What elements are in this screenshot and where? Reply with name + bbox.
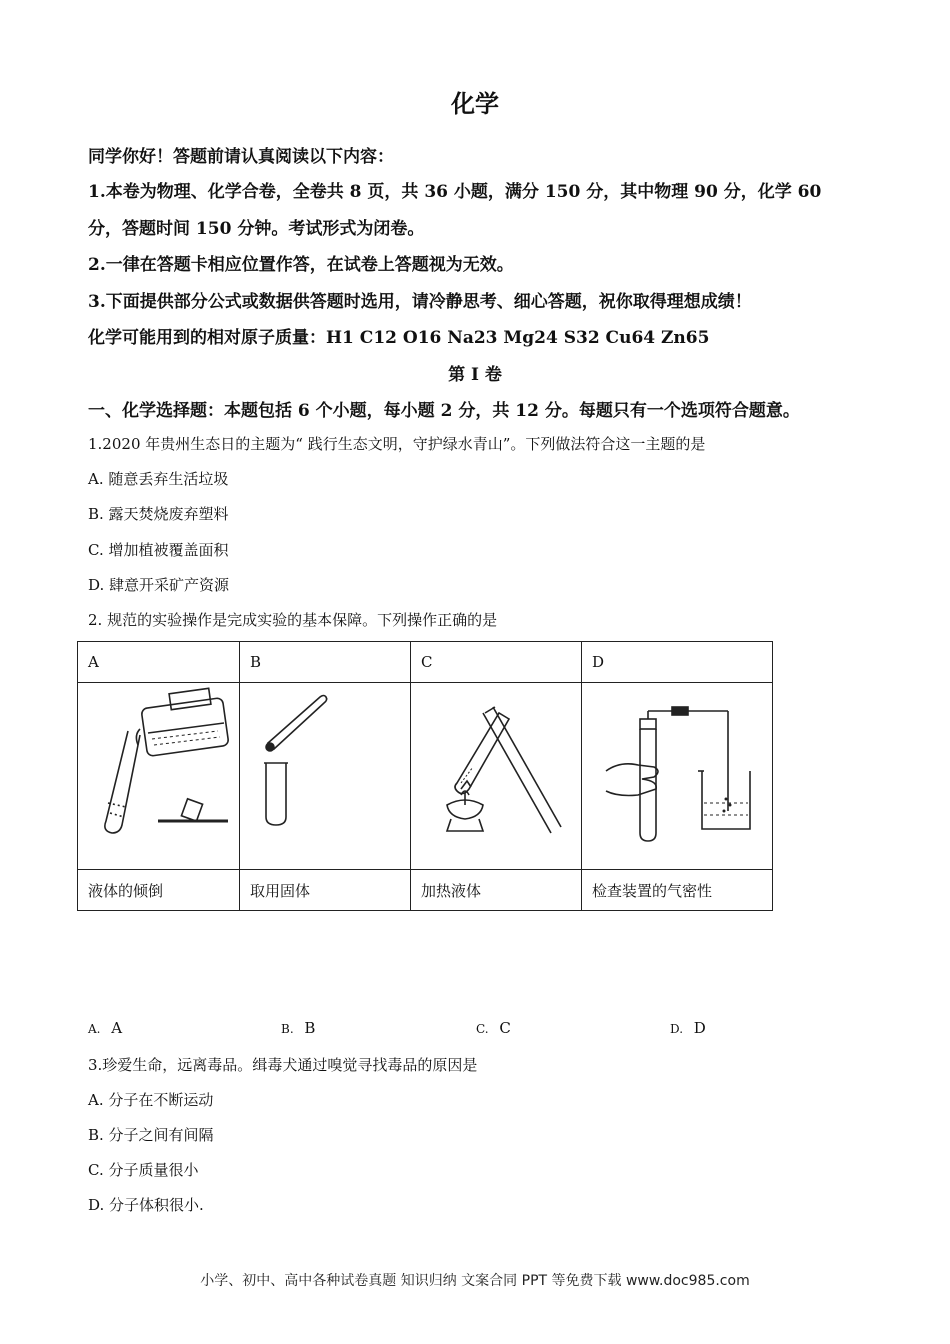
instructions-greeting: 同学你好！答题前请认真阅读以下内容：	[88, 147, 394, 167]
q2-caption-a: 液体的倾倒	[78, 870, 240, 911]
q1-stem: 1.2020 年贵州生态日的主题为“ 践行生态文明，守护绿水青山”。下列做法符合这一主题的是	[88, 435, 706, 453]
q2-answer-a-label: A.	[88, 1022, 101, 1036]
q2-caption-d: 检查装置的气密性	[582, 870, 773, 911]
pouring-liquid-figure	[88, 683, 239, 869]
q2-answer-d-label: D.	[670, 1022, 684, 1036]
q3-stem: 3.珍爱生命，远离毒品。缉毒犬通过嗅觉寻找毒品的原因是	[88, 1056, 478, 1074]
page-title: 化学	[451, 89, 499, 118]
q2-answer-a-value: A	[111, 1019, 123, 1037]
q2-header-c: C	[411, 642, 582, 683]
q2-answer-c-value: C	[499, 1019, 511, 1037]
q1-option-a: A. 随意丢弃生活垃圾	[88, 470, 229, 488]
page-footer: 小学、初中、高中各种试卷真题 知识归纳 文案合同 PPT 等免费下载 www.doc985.com	[200, 1273, 750, 1289]
heating-liquid-figure	[421, 683, 581, 869]
taking-solid-figure	[250, 683, 410, 869]
atomic-masses: 化学可能用到的相对原子质量：H1 C12 O16 Na23 Mg24 S32 Cu64 Zn65	[88, 328, 710, 348]
q3-option-c: C. 分子质量很小	[88, 1161, 199, 1179]
volume-label: 第 Ⅰ 卷	[448, 365, 502, 385]
airtightness-check-figure	[592, 683, 772, 869]
instruction-item-1-line-2: 分，答题时间 150 分钟。考试形式为闭卷。	[88, 219, 425, 239]
q3-option-b: B. 分子之间有间隔	[88, 1126, 214, 1144]
q2-answer-d-value: D	[693, 1019, 706, 1037]
q1-option-d: D. 肆意开采矿产资源	[88, 576, 230, 594]
q2-answer-d	[670, 1019, 706, 1037]
q2-caption-c: 加热液体	[411, 870, 582, 911]
q2-header-d: D	[582, 642, 773, 683]
q2-answer-c-label: C.	[476, 1022, 489, 1036]
q2-answer-a	[88, 1019, 122, 1037]
q3-option-a: A. 分子在不断运动	[88, 1091, 214, 1109]
q2-figure-b-cell	[240, 683, 411, 870]
q2-stem: 2. 规范的实验操作是完成实验的基本保障。下列操作正确的是	[88, 611, 498, 629]
instruction-item-1-line-1: 1.本卷为物理、化学合卷，全卷共 8 页，共 36 小题，满分 150 分，其中物理 90 分，化学 60	[88, 182, 822, 202]
section-1-heading: 一、化学选择题：本题包括 6 个小题，每小题 2 分，共 12 分。每题只有一个选项符合题意。	[88, 401, 800, 421]
q2-figure-c-cell	[411, 683, 582, 870]
q2-answer-c	[476, 1019, 511, 1037]
q3-option-d: D. 分子体积很小.	[88, 1196, 204, 1214]
q2-header-a: A	[78, 642, 240, 683]
q2-header-b: B	[240, 642, 411, 683]
q2-answer-b	[281, 1019, 315, 1037]
q2-answer-b-value: B	[304, 1019, 316, 1037]
q2-caption-b: 取用固体	[240, 870, 411, 911]
q2-answer-b-label: B.	[281, 1022, 294, 1036]
q2-figure-d-cell	[582, 683, 773, 870]
q1-option-b: B. 露天焚烧废弃塑料	[88, 505, 229, 523]
q2-operations-table	[77, 641, 773, 911]
instruction-item-3: 3.下面提供部分公式或数据供答题时选用，请冷静思考、细心答题，祝你取得理想成绩！	[88, 292, 752, 312]
q1-option-c: C. 增加植被覆盖面积	[88, 541, 229, 559]
q2-figure-a-cell	[78, 683, 240, 870]
instruction-item-2: 2.一律在答题卡相应位置作答，在试卷上答题视为无效。	[88, 255, 514, 275]
